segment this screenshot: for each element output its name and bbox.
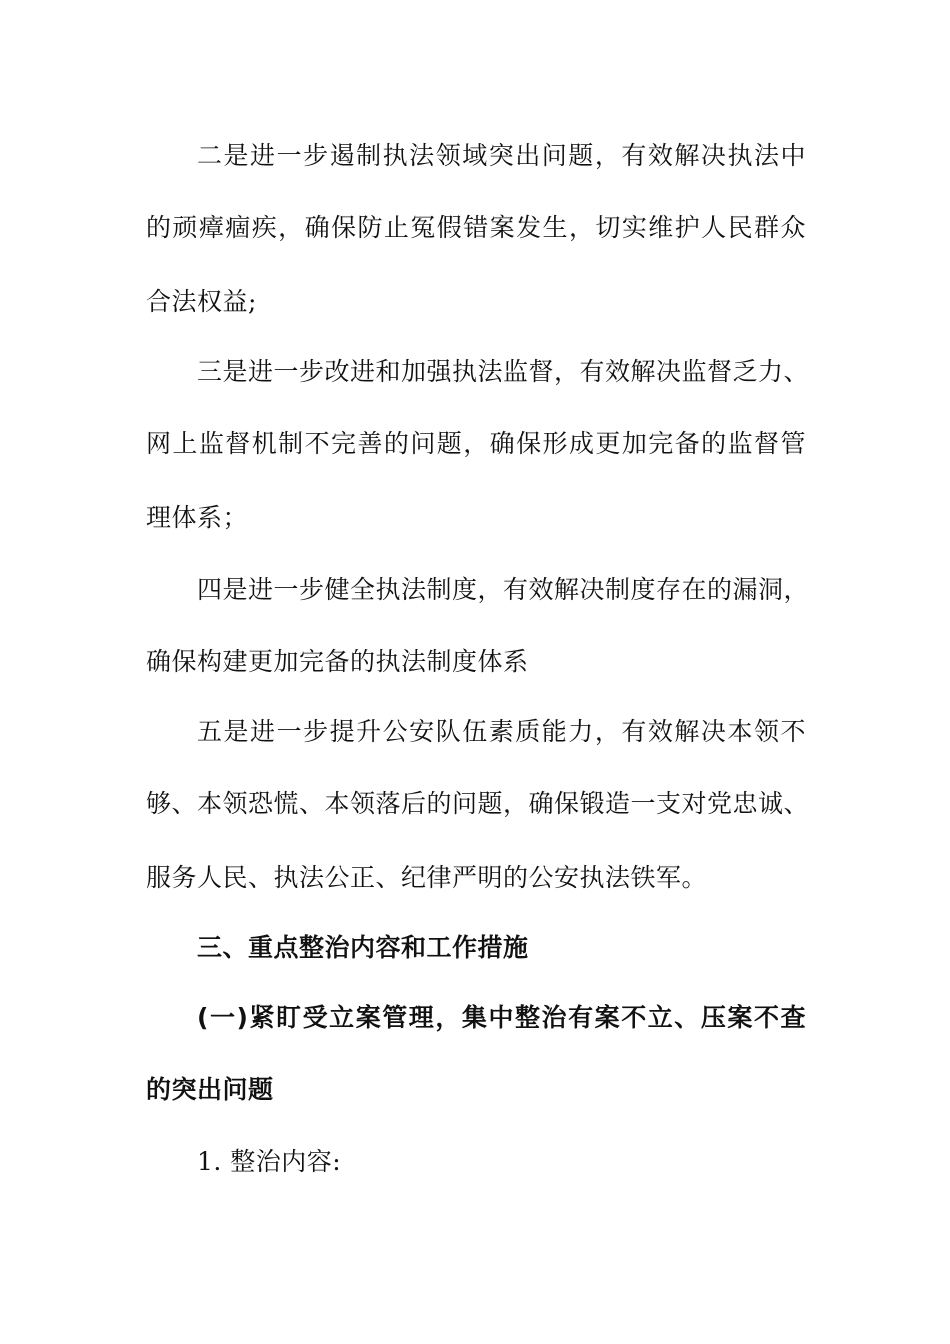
paragraph-3-line-2: 确保构建更加完备的执法制度体系: [146, 647, 529, 676]
paragraph-3-line-1: 四是进一步健全执法制度，有效解决制度存在的漏洞，: [197, 575, 810, 604]
section-heading: 三、重点整治内容和工作措施: [197, 933, 529, 962]
subsection-heading-line-2: 的突出问题: [146, 1075, 274, 1104]
paragraph-4-line-3: 服务人民、执法公正、纪律严明的公安执法铁军。: [146, 863, 708, 892]
paragraph-1-line-2: 的顽瘴痼疾，确保防止冤假错案发生，切实维护人民群众: [146, 213, 806, 242]
paragraph-4-line-1: 五是进一步提升公安队伍素质能力，有效解决本领不: [197, 717, 806, 746]
paragraph-2-line-2: 网上监督机制不完善的问题，确保形成更加完备的监督管: [146, 429, 806, 458]
paragraph-2-line-1: 三是进一步改进和加强执法监督，有效解决监督乏力、: [197, 357, 810, 386]
paragraph-1-line-1: 二是进一步遏制执法领域突出问题，有效解决执法中: [197, 141, 806, 170]
subsection-heading-line-1: (一)紧盯受立案管理，集中整治有案不立、压案不查: [197, 1003, 806, 1032]
paragraph-2-line-3: 理体系；: [146, 503, 249, 532]
paragraph-1-line-3: 合法权益;: [146, 287, 257, 316]
paragraph-4-line-2: 够、本领恐慌、本领落后的问题，确保锻造一支对党忠诚、: [146, 789, 810, 818]
item-label: 1. 整治内容:: [197, 1147, 342, 1176]
